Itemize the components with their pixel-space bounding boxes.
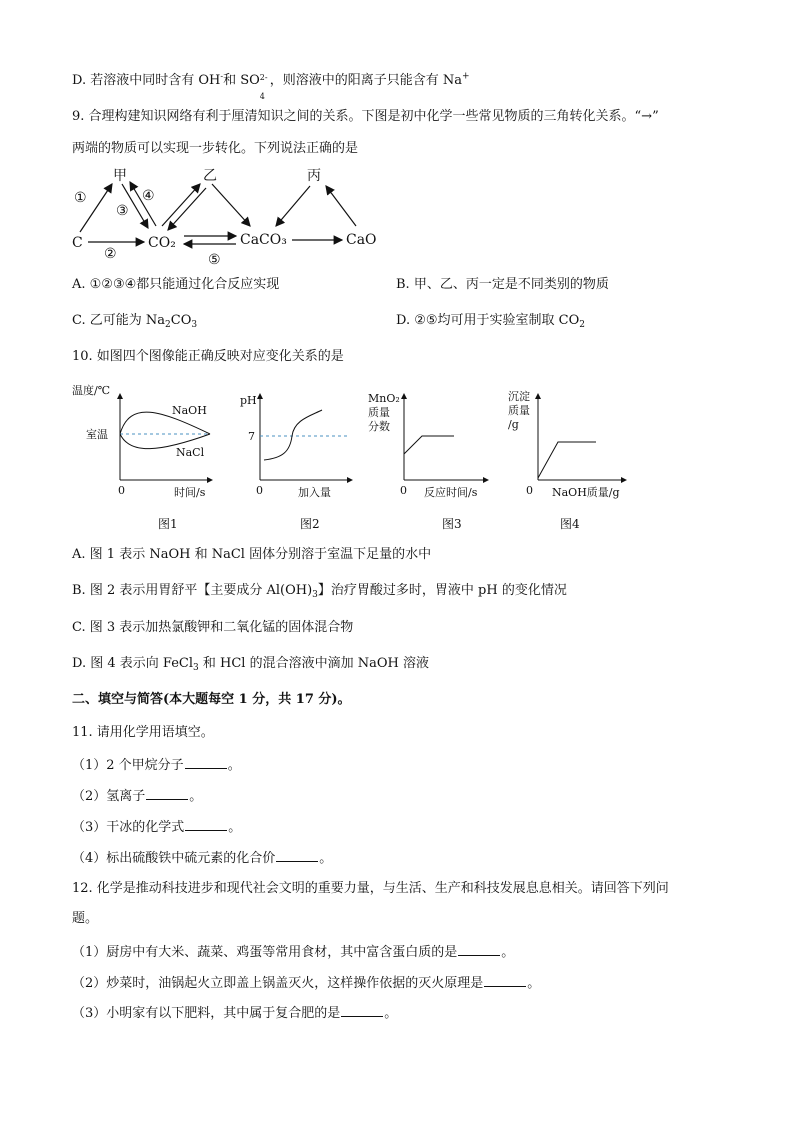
q11-part-3: （3）干冰的化学式 。 — [72, 820, 242, 835]
svg-text:温度/℃: 温度/℃ — [72, 384, 111, 397]
q10-option-a: A. 图 1 表示 NaOH 和 NaCl 固体分别溶于室温下足量的水中 — [72, 547, 432, 562]
answer-blank[interactable] — [341, 1004, 383, 1017]
num-4: ④ — [142, 188, 155, 204]
label-c: C — [72, 235, 83, 251]
section-2-heading: 二、填空与简答(本大题每空 1 分，共 17 分)。 — [72, 692, 351, 707]
svg-text:0: 0 — [256, 484, 263, 497]
q9-conversion-diagram — [60, 160, 400, 270]
num-3: ③ — [116, 203, 129, 219]
svg-text:pH: pH — [240, 394, 257, 407]
num-2: ② — [104, 246, 117, 262]
q12-part-1: （1）厨房中有大米、蔬菜、鸡蛋等常用食材，其中富含蛋白质的是 。 — [72, 945, 515, 960]
q10-figure-2 — [232, 380, 362, 500]
q11-part-2: （2）氢离子 。 — [72, 789, 203, 804]
q9-option-d: D. ②⑤均可用于实验室制取 $CO_2$ — [396, 313, 586, 330]
q12-stem-line1: 12. 化学是推动科技进步和现代社会文明的重要力量，与生活、生产和科技发展息息相关。请回答下列问 — [72, 881, 669, 896]
q10-option-b: B. 图 2 表示用胃舒平【主要成分 $Al(OH)_3$】治疗胃酸过多时，胃液中 pH 的变化情况 — [72, 583, 567, 600]
fig2-caption: 图2 — [300, 517, 320, 531]
q11-stem: 11. 请用化学用语填空。 — [72, 725, 214, 740]
svg-text:0: 0 — [526, 484, 533, 497]
q8-option-d: D. 若溶液中同时含有 OH-和 SO 2- 4 ，则溶液中的阳离子只能含有 Na+ — [72, 71, 470, 101]
q10-option-d: D. 图 4 表示向 FeCl$_3$ 和 HCl 的混合溶液中滴加 NaOH 溶液 — [72, 656, 429, 673]
fig3-caption: 图3 — [442, 517, 462, 531]
svg-text:室温: 室温 — [86, 428, 108, 441]
q12-part-2: （2）炒菜时，油锅起火立即盖上锅盖灭火，这样操作依据的灭火原理是 。 — [72, 976, 541, 991]
q12-part-3: （3）小明家有以下肥料，其中属于复合肥的是 。 — [72, 1006, 398, 1021]
label-caco3: CaCO₃ — [240, 232, 287, 248]
svg-text:时间/s: 时间/s — [174, 486, 206, 499]
label-yi: 乙 — [203, 168, 217, 184]
q11-part-1: （1）2 个甲烷分子 。 — [72, 758, 241, 773]
answer-blank[interactable] — [458, 943, 500, 956]
svg-text:MnO₂: MnO₂ — [368, 392, 400, 405]
num-1: ① — [74, 190, 87, 206]
svg-text:沉淀: 沉淀 — [508, 390, 530, 403]
q10-figure-4 — [502, 380, 632, 500]
svg-text:0: 0 — [118, 484, 125, 497]
answer-blank[interactable] — [484, 974, 526, 987]
svg-text:加入量: 加入量 — [298, 486, 331, 499]
num-5: ⑤ — [208, 252, 221, 268]
fig4-caption: 图4 — [560, 517, 580, 531]
svg-text:反应时间/s: 反应时间/s — [424, 486, 478, 499]
q10-stem: 10. 如图四个图像能正确反映对应变化关系的是 — [72, 349, 344, 364]
label-co2: CO₂ — [148, 235, 176, 251]
svg-text:质量: 质量 — [368, 406, 390, 419]
svg-text:NaOH: NaOH — [172, 404, 207, 417]
answer-blank[interactable] — [146, 787, 188, 800]
svg-text:/g: /g — [508, 418, 519, 431]
q9-option-c: C. 乙可能为 $Na_2CO_3$ — [72, 313, 198, 330]
svg-text:NaCl: NaCl — [176, 446, 205, 459]
svg-text:0: 0 — [400, 484, 407, 497]
q10-figure-1 — [70, 380, 220, 500]
label-bing: 丙 — [307, 168, 321, 184]
q12-stem-line2: 题。 — [72, 911, 99, 926]
q11-part-4: （4）标出硫酸铁中硫元素的化合价 。 — [72, 851, 333, 866]
label-jia: 甲 — [113, 168, 127, 184]
svg-text:质量: 质量 — [508, 404, 530, 417]
q10-option-c: C. 图 3 表示加热氯酸钾和二氧化锰的固体混合物 — [72, 620, 354, 635]
answer-blank[interactable] — [185, 818, 227, 831]
svg-text:分数: 分数 — [368, 420, 390, 433]
answer-blank[interactable] — [276, 849, 318, 862]
q10-figure-3 — [362, 380, 492, 500]
fig1-caption: 图1 — [158, 517, 178, 531]
q9-stem-line2: 两端的物质可以实现一步转化。下列说法正确的是 — [72, 141, 359, 156]
answer-blank[interactable] — [185, 756, 227, 769]
q9-stem-line1: 9. 合理构建知识网络有利于厘清知识之间的关系。下图是初中化学一些常见物质的三角转化关系。“→” — [72, 109, 659, 124]
svg-text:NaOH质量/g: NaOH质量/g — [552, 486, 620, 499]
q9-option-a: A. ①②③④都只能通过化合反应实现 — [72, 277, 280, 292]
q9-option-b: B. 甲、乙、丙一定是不同类别的物质 — [396, 277, 609, 292]
svg-text:7: 7 — [248, 430, 255, 443]
label-cao: CaO — [346, 232, 377, 248]
